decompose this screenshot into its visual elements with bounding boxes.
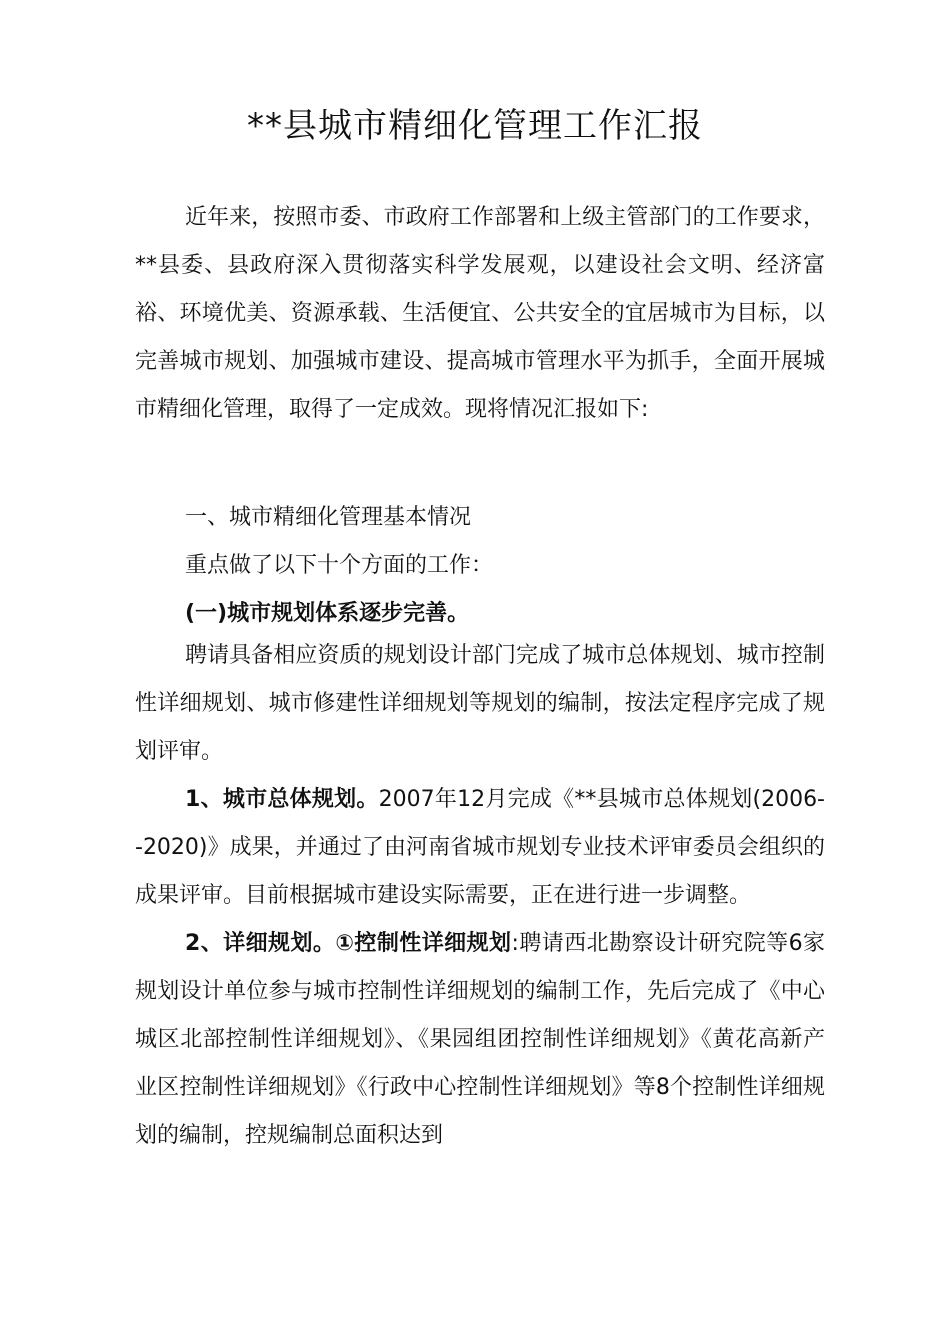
detailed-plan-lead: 2、详细规划。①控制性详细规划 xyxy=(185,931,512,956)
paragraph-planning: 聘请具备相应资质的规划设计部门完成了城市总体规划、城市控制性详细规划、城市修建性详细规划等规划的编制，按法定程序完成了规划评审。 xyxy=(135,643,825,764)
paragraph-detailed-plan xyxy=(135,920,825,1160)
heading-1-1: (一)城市规划体系逐步完善。 xyxy=(185,601,470,626)
body-section-3 xyxy=(135,632,825,1160)
master-plan-lead: 1、城市总体规划。 xyxy=(185,787,379,812)
body-section-1 xyxy=(135,194,825,434)
document-title: **县城市精细化管理工作汇报 xyxy=(247,106,703,146)
detailed-plan-text: :聘请西北勘察设计研究院等6家规划设计单位参与城市控制性详细规划的编制工作，先后完成了《中心城区北部控制性详细规划》、《果园组团控制性详细规划》《黄花高新产业区控制性详细规划》《行政中心控制性详细规划》等8个控制性详细规划的编制，控规编制总面积达到 xyxy=(135,931,825,1148)
paragraph-intro: 近年来，按照市委、市政府工作部署和上级主管部门的工作要求，**县委、县政府深入贯彻落实科学发展观，以建设社会文明、经济富裕、环境优美、资源承载、生活便宜、公共安全的宜居城市为目标，以完善城市规划、加强城市建设、提高城市管理水平为抓手，全面开展城市精细化管理，取得了一定成效。现将情况汇报如下: xyxy=(135,205,825,422)
body-section-2 xyxy=(135,494,825,638)
paragraph-master-plan xyxy=(135,776,825,920)
master-plan-text: 2007年12月完成《**县城市总体规划(2006--2020)》成果，并通过了由河南省城市规划专业技术评审委员会组织的成果评审。目前根据城市建设实际需要，正在进行进一步调整。 xyxy=(135,787,826,908)
paragraph-key-work: 重点做了以下十个方面的工作： xyxy=(185,553,494,578)
heading-1: 一、城市精细化管理基本情况 xyxy=(185,505,472,530)
